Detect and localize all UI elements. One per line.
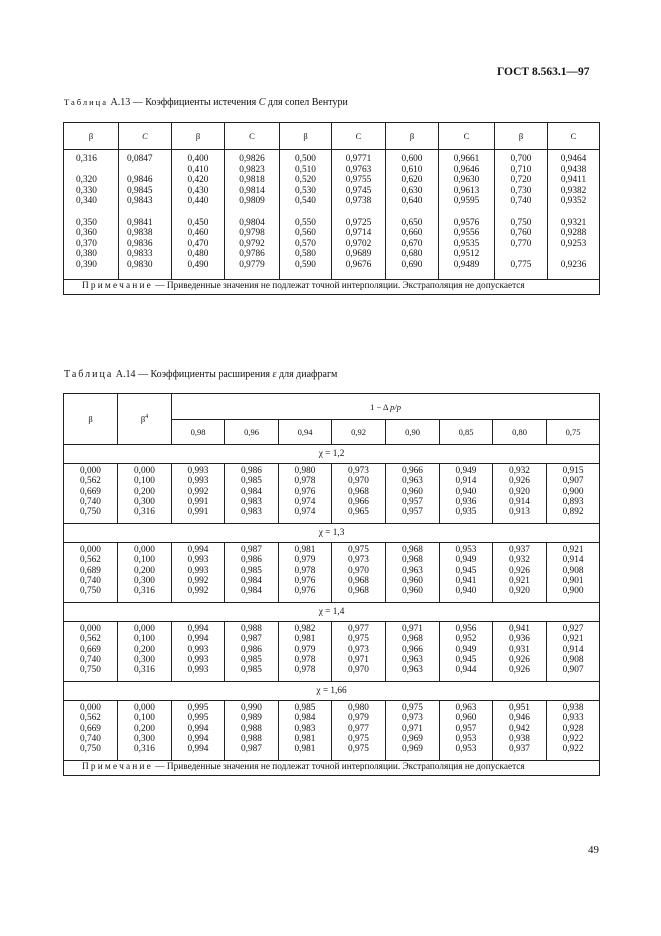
header-beta: β [64, 123, 119, 150]
ratio-value: 0,94 [279, 420, 332, 445]
document-header: ГОСТ 8.563.1—97 [497, 66, 590, 78]
group-label: χ = 1,2 [64, 445, 600, 464]
data-column: 0,994 0,993 0,993 0,992 0,992 [172, 543, 225, 603]
ratio-symbol: p/p [390, 401, 401, 412]
header-beta: β [64, 394, 118, 445]
data-column: 0,316 0,320 0,330 0,340 0,350 0,360 0,370 0,380 0,390 [64, 150, 119, 280]
data-column: 0,981 0,979 0,978 0,976 0,976 [279, 543, 332, 603]
caption-prefix: Таблица [64, 369, 114, 380]
data-column: 0,500 0,510 0,520 0,530 0,540 0,550 0,560 0,570 0,580 0,590 [280, 150, 332, 280]
data-column: 0,975 0,973 0,970 0,968 0,968 [332, 543, 386, 603]
caption-suffix: для диафрагм [279, 369, 338, 380]
data-column: 0,000 0,562 0,669 0,740 0,750 [64, 464, 118, 524]
data-column: 0,966 0,963 0,960 0,957 0,957 [386, 464, 440, 524]
caption-suffix: для сопел Вентури [267, 97, 348, 108]
data-column: 0,921 0,914 0,908 0,901 0,900 [547, 543, 600, 603]
data-column: 0,941 0,936 0,931 0,926 0,926 [493, 622, 547, 682]
header-pressure-ratio [172, 394, 600, 420]
group-label: χ = 1,66 [64, 682, 600, 701]
data-column: 0,000 0,100 0,200 0,300 0,316 [118, 543, 172, 603]
header-beta4 [118, 394, 172, 445]
header-c: C [548, 123, 600, 150]
data-column: 0,000 0,562 0,689 0,740 0,750 [64, 543, 118, 603]
header-beta: β [386, 123, 439, 150]
data-column: 0,949 0,914 0,940 0,936 0,935 [440, 464, 493, 524]
data-column: 0,000 0,100 0,200 0,300 0,316 [118, 464, 172, 524]
header-c: C [119, 123, 172, 150]
note-text: — Приведенные значения не подлежат точной интерполяции. Экстраполяция не допускается [155, 281, 525, 291]
data-column: 0,971 0,968 0,966 0,963 0,963 [386, 622, 440, 682]
note-text: — Приведенные значения не подлежат точной интерполяции. Экстраполяция не допускается [155, 762, 525, 772]
caption-text: А.13 — Коэффициенты истечения [110, 97, 257, 108]
data-column: 0,995 0,995 0,994 0,994 0,994 [172, 701, 225, 761]
data-column: 0,973 0,970 0,968 0,966 0,965 [332, 464, 386, 524]
data-column: 0,938 0,933 0,928 0,922 0,922 [547, 701, 600, 761]
data-column: 0,951 0,946 0,942 0,938 0,937 [493, 701, 547, 761]
data-column: 0,400 0,410 0,420 0,430 0,440 0,450 0,460 0,470 0,480 0,490 [172, 150, 225, 280]
data-column: 0,9661 0,9646 0,9630 0,9613 0,9595 0,9576 0,9556 0,9535 0,9512 0,9489 [439, 150, 495, 280]
page-number: 49 [588, 844, 599, 856]
header-beta: β [172, 123, 225, 150]
data-column: 0,963 0,960 0,957 0,953 0,953 [440, 701, 493, 761]
header-c: C [439, 123, 495, 150]
table-note [64, 761, 600, 776]
table-a13 [63, 122, 600, 295]
caption-text: А.14 — Коэффициенты расширения [115, 369, 271, 380]
note-label: Примечание [81, 762, 153, 772]
data-column: 0,000 0,562 0,669 0,740 0,750 [64, 701, 118, 761]
data-column: 0,982 0,981 0,979 0,978 0,978 [279, 622, 332, 682]
table-a14 [63, 393, 600, 776]
data-column: 0,000 0,562 0,669 0,740 0,750 [64, 622, 118, 682]
data-column: 0,000 0,100 0,200 0,300 0,316 [118, 622, 172, 682]
ratio-value: 0,98 [172, 420, 225, 445]
table-a14-caption [64, 369, 337, 380]
group-label: χ = 1,3 [64, 524, 600, 543]
data-column: 0,937 0,932 0,926 0,921 0,920 [493, 543, 547, 603]
data-column: 0,993 0,993 0,992 0,991 0,991 [172, 464, 225, 524]
data-column: 0,975 0,973 0,971 0,969 0,969 [386, 701, 440, 761]
data-column: 0,985 0,984 0,983 0,981 0,981 [279, 701, 332, 761]
caption-prefix: Таблица [64, 97, 108, 107]
ratio-value: 0,75 [547, 420, 600, 445]
data-column: 0,980 0,979 0,977 0,975 0,975 [332, 701, 386, 761]
caption-symbol: C [258, 97, 266, 108]
ratio-value: 0,80 [493, 420, 547, 445]
data-column: 0,927 0,921 0,914 0,908 0,907 [547, 622, 600, 682]
header-c: C [225, 123, 280, 150]
beta4-symbol: β [140, 414, 146, 424]
data-column: 0,990 0,989 0,988 0,988 0,987 [225, 701, 279, 761]
data-column: 0,980 0,978 0,976 0,974 0,974 [279, 464, 332, 524]
data-column: 0,956 0,952 0,949 0,945 0,944 [440, 622, 493, 682]
beta4-power: 4 [145, 414, 149, 421]
data-column: 0,9771 0,9763 0,9755 0,9745 0,9738 0,9725 0,9714 0,9702 0,9689 0,9676 [332, 150, 386, 280]
data-column: 0,000 0,100 0,200 0,300 0,316 [118, 701, 172, 761]
data-column: 0,9464 0,9438 0,9411 0,9382 0,9352 0,9321 0,9288 0,9253 0,9236 [548, 150, 600, 280]
data-column: 0,987 0,986 0,985 0,984 0,984 [225, 543, 279, 603]
data-column: 0,915 0,907 0,900 0,893 0,892 [547, 464, 600, 524]
header-beta: β [280, 123, 332, 150]
table-note [64, 280, 600, 295]
data-column: 0,994 0,994 0,993 0,993 0,993 [172, 622, 225, 682]
data-column: 0,9826 0,9823 0,9818 0,9814 0,9809 0,9804 0,9798 0,9792 0,9786 0,9779 [225, 150, 280, 280]
data-column: 0,932 0,926 0,920 0,914 0,913 [493, 464, 547, 524]
data-column: 0,0847 0,9846 0,9845 0,9843 0,9841 0,9838 0,9836 0,9833 0,9830 [119, 150, 172, 280]
table-a13-caption [64, 97, 348, 108]
data-column: 0,988 0,987 0,986 0,985 0,985 [225, 622, 279, 682]
note-label: Примечание [81, 281, 153, 291]
ratio-value: 0,92 [332, 420, 386, 445]
group-label: χ = 1,4 [64, 603, 600, 622]
caption-symbol: ε [272, 369, 277, 380]
header-c: C [332, 123, 386, 150]
ratio-value: 0,85 [440, 420, 493, 445]
data-column: 0,986 0,985 0,984 0,983 0,983 [225, 464, 279, 524]
ratio-label: 1 − Δ [370, 401, 388, 412]
data-column: 0,600 0,610 0,620 0,630 0,640 0,650 0,660 0,670 0,680 0,690 [386, 150, 439, 280]
header-beta: β [495, 123, 548, 150]
data-column: 0,700 0,710 0,720 0,730 0,740 0,750 0,760 0,770 0,775 [495, 150, 548, 280]
data-column: 0,977 0,975 0,973 0,971 0,970 [332, 622, 386, 682]
ratio-value: 0,96 [225, 420, 279, 445]
ratio-value: 0,90 [386, 420, 440, 445]
data-column: 0,953 0,949 0,945 0,941 0,940 [440, 543, 493, 603]
data-column: 0,968 0,968 0,963 0,960 0,960 [386, 543, 440, 603]
